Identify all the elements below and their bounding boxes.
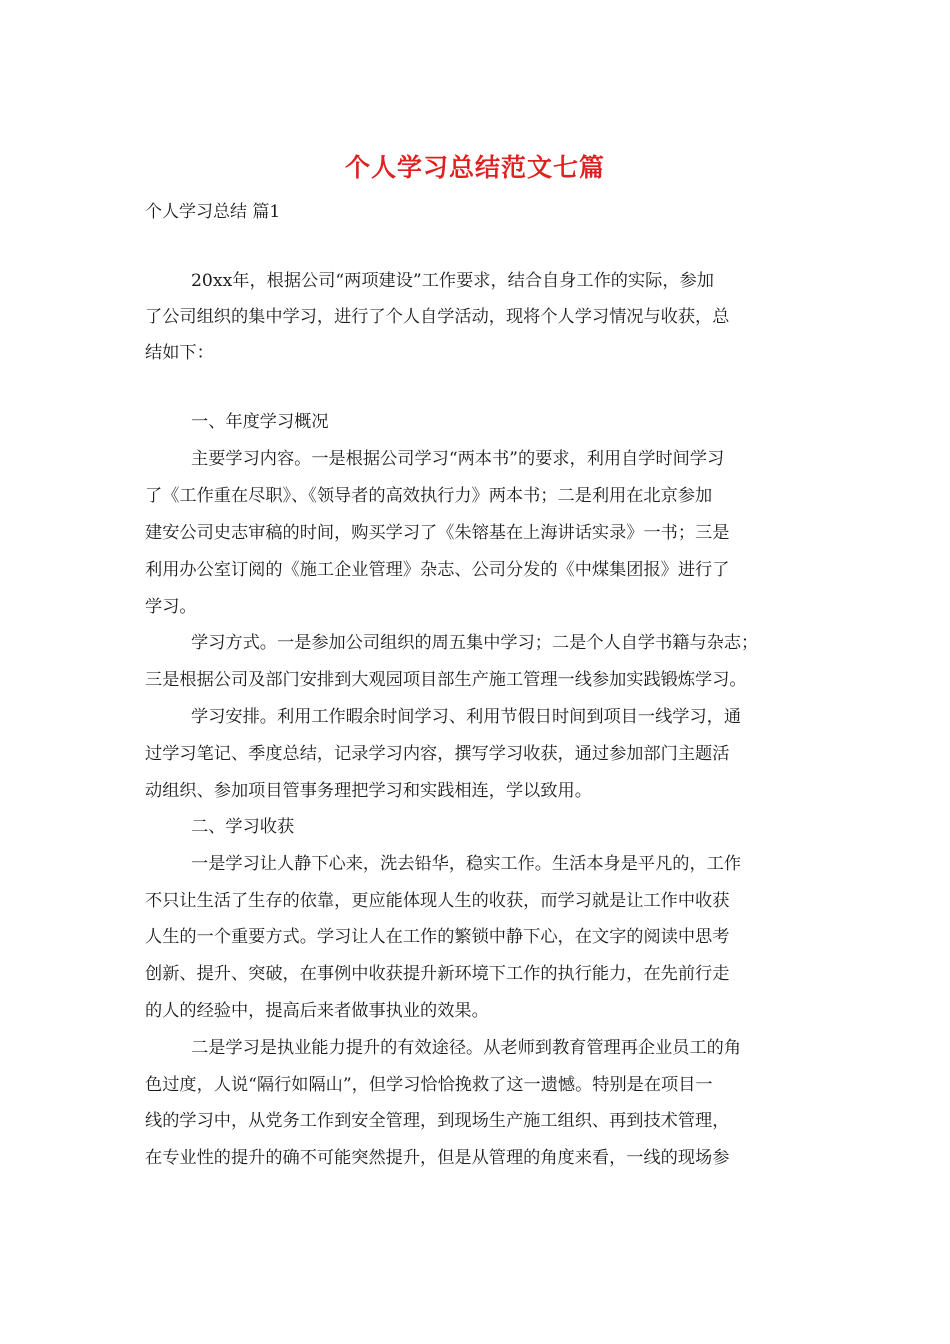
- paragraph-line: 的人的经验中，提高后来者做事执业的效果。: [145, 1001, 489, 1021]
- paragraph-line: 20xx年，根据公司“两项建设”工作要求，结合自身工作的实际，参加: [191, 271, 714, 291]
- paragraph-line: 动组织、参加项目管事务理把学习和实践相连，学以致用。: [145, 781, 592, 801]
- paragraph-line: 线的学习中，从党务工作到安全管理，到现场生产施工组织、再到技术管理，: [145, 1111, 730, 1131]
- section-heading-gains: 二、学习收获: [191, 817, 295, 837]
- section-heading: 个人学习总结 篇1: [145, 202, 281, 222]
- paragraph-line: 人生的一个重要方式。学习让人在工作的繁锁中静下心，在文字的阅读中思考: [145, 927, 730, 947]
- paragraph-line: 学习安排。利用工作暇余时间学习、利用节假日时间到项目一线学习，通: [191, 707, 742, 727]
- paragraph-line: 不只让生活了生存的依靠，更应能体现人生的收获，而学习就是让工作中收获: [145, 891, 730, 911]
- paragraph-line: 三是根据公司及部门安排到大观园项目部生产施工管理一线参加实践锻炼学习。: [145, 670, 747, 690]
- paragraph-line: 色过度，人说“隔行如隔山”，但学习恰恰挽救了这一遗憾。特别是在项目一: [145, 1075, 713, 1095]
- paragraph-line: 一是学习让人静下心来，洗去铅华，稳实工作。生活本身是平凡的，工作: [191, 854, 742, 874]
- paragraph-line: 利用办公室订阅的《施工企业管理》杂志、公司分发的《中煤集团报》进行了: [145, 560, 730, 580]
- paragraph-line: 结如下：: [145, 343, 214, 363]
- paragraph-line: 学习。: [145, 597, 197, 617]
- paragraph-line: 了公司组织的集中学习，进行了个人自学活动，现将个人学习情况与收获，总: [145, 307, 730, 327]
- paragraph-line: 二是学习是执业能力提升的有效途径。从老师到教育管理再企业员工的角: [191, 1038, 742, 1058]
- document-title: 个人学习总结范文七篇: [344, 153, 605, 182]
- paragraph-line: 学习方式。一是参加公司组织的周五集中学习；二是个人自学书籍与杂志；: [191, 633, 759, 653]
- paragraph-line: 了《工作重在尽职》、《领导者的高效执行力》两本书；二是利用在北京参加: [145, 486, 713, 506]
- paragraph-line: 在专业性的提升的确不可能突然提升，但是从管理的角度来看，一线的现场参: [145, 1148, 730, 1168]
- paragraph-line: 建安公司史志审稿的时间，购买学习了《朱镕基在上海讲话实录》一书；三是: [145, 523, 730, 543]
- paragraph-line: 过学习笔记、季度总结，记录学习内容，撰写学习收获，通过参加部门主题活: [145, 744, 730, 764]
- paragraph-line: 创新、提升、突破，在事例中收获提升新环境下工作的执行能力，在先前行走: [145, 964, 730, 984]
- paragraph-line: 主要学习内容。一是根据公司学习“两本书”的要求，利用自学时间学习: [191, 449, 725, 469]
- section-heading-overview: 一、年度学习概况: [191, 412, 329, 432]
